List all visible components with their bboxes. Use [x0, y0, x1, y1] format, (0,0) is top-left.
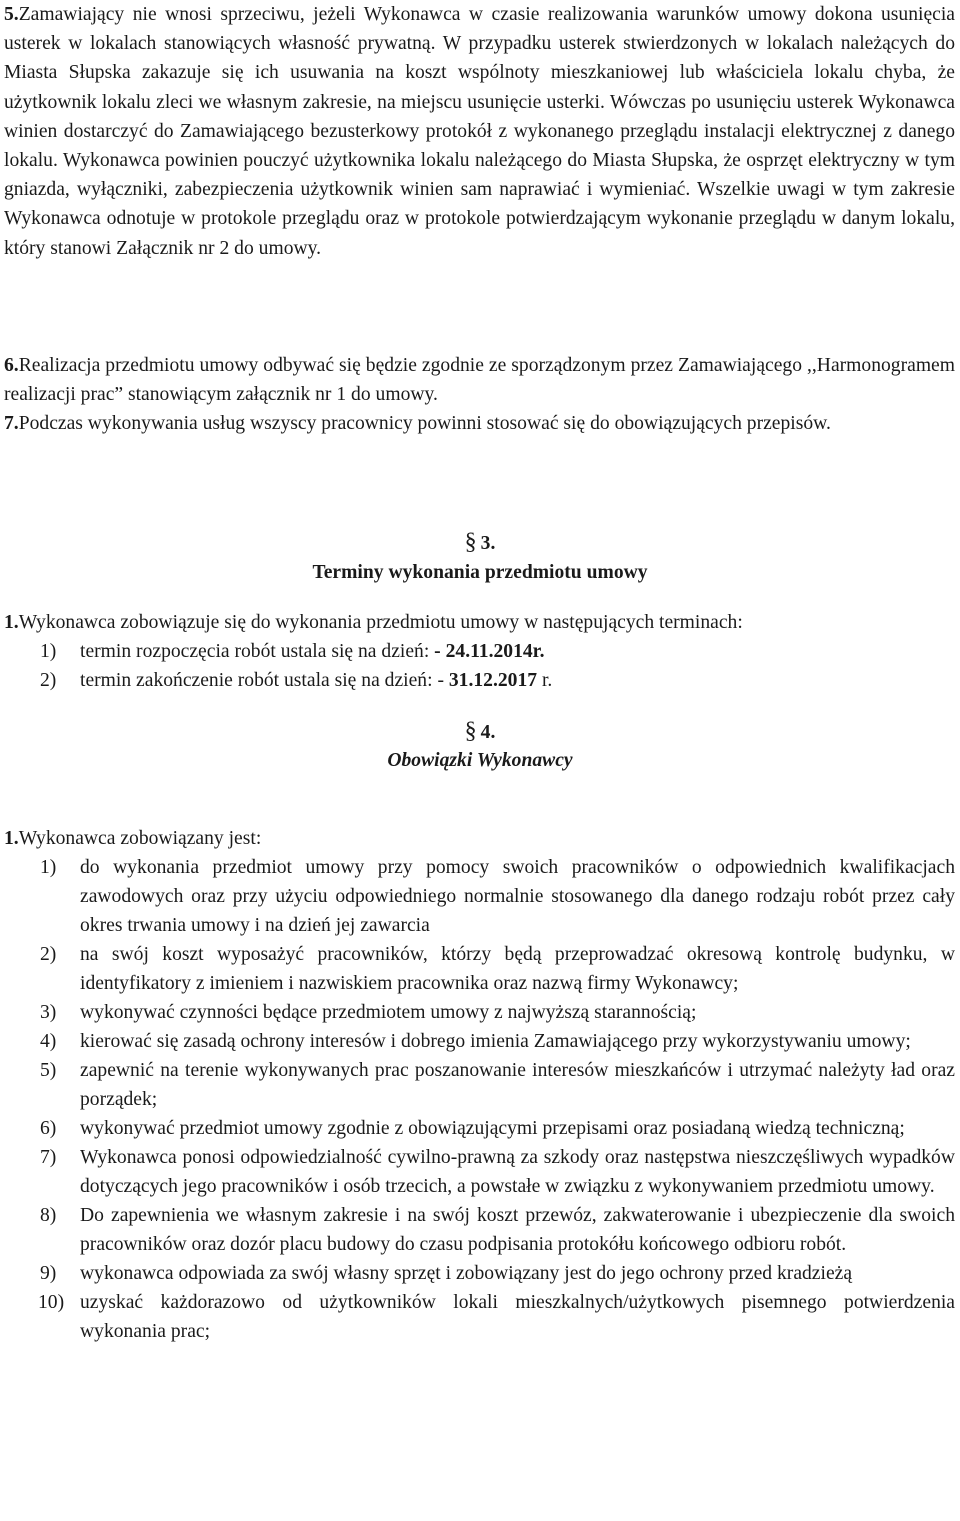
list-item: [0, 1259, 955, 1288]
section-3-list: [0, 637, 960, 695]
list-item: [0, 1027, 955, 1056]
intro-number: 1.: [4, 612, 19, 633]
list-item-text: Wykonawca ponosi odpowiedzialność cywilno-prawną za szkody oraz następstwa nieszczęśliwych wypadków dotyczących jego pracowników i osób trzecich, a powstałe w związku z wykonywaniem przedmiotu umowy.: [80, 1147, 955, 1197]
list-item-text: uzyskać każdorazowo od użytkowników lokali mieszkalnych/użytkowych pisemnego potwierdzenia wykonania prac;: [80, 1292, 955, 1342]
end-date: 31.12.2017: [448, 670, 538, 691]
list-item-number: 4): [40, 1031, 57, 1052]
paragraph-number: 6.: [4, 355, 19, 376]
intro-text: Wykonawca zobowiązany jest:: [18, 828, 262, 849]
list-item-text: wykonywać czynności będące przedmiotem umowy z najwyższą starannością;: [80, 1002, 697, 1023]
section-number: 4.: [480, 722, 496, 743]
section-number: 3.: [480, 533, 496, 554]
list-item: [0, 666, 955, 695]
list-item-text: na swój koszt wyposażyć pracowników, którzy będą przeprowadzać okresową kontrolę budynku, w identyfikatory z imieniem i nazwiskiem pracownika oraz nazwą firmy Wykonawcy;: [80, 944, 955, 994]
list-item: [0, 1288, 955, 1346]
list-item-number: 9): [40, 1263, 57, 1284]
list-item: [0, 998, 955, 1027]
list-item-tail: r.: [537, 670, 553, 691]
list-item: [0, 940, 955, 998]
list-item-number: 2): [40, 944, 57, 965]
section-sign: §: [464, 718, 477, 744]
list-item-text: wykonawca odpowiada za swój własny sprzęt i zobowiązany jest do jego ochrony przed kradzieżą: [80, 1263, 853, 1284]
list-item-text: Do zapewnienia we własnym zakresie i na swój koszt przewóz, zakwaterowanie i ubezpieczenie dla swoich pracowników oraz dozór placu budowy do czasu podpisania protokółu końcowego odbioru robót.: [80, 1205, 955, 1255]
paragraph-6: [4, 351, 955, 409]
list-item-number: 7): [40, 1147, 57, 1168]
list-item: [0, 1114, 955, 1143]
list-item-number: 1): [40, 857, 57, 878]
list-item-number: 8): [40, 1205, 57, 1226]
paragraph-number: 7.: [4, 413, 19, 434]
list-item-number: 3): [40, 1002, 57, 1023]
paragraph-number: 5.: [4, 4, 19, 25]
list-item-text: kierować się zasadą ochrony interesów i dobrego imienia Zamawiającego przy wykorzystywaniu umowy;: [80, 1031, 911, 1052]
list-item: [0, 637, 955, 666]
list-item-text: do wykonania przedmiot umowy przy pomocy swoich pracowników o odpowiednich kwalifikacjach zawodowych oraz przy użyciu odpowiedniego normalnie stosowanego dla danego rodzaju robót przez cały okres trwania umowy i na dzień jej zawarcia: [80, 857, 955, 936]
list-item: [0, 1201, 955, 1259]
section-sign: §: [464, 529, 477, 555]
list-item-text: wykonywać przedmiot umowy zgodnie z obowiązującymi przepisami oraz posiadaną wiedzą techniczną;: [80, 1118, 905, 1139]
section-3-number: [0, 528, 960, 558]
list-item-number: 10): [38, 1292, 65, 1313]
list-item: [0, 853, 955, 940]
list-item: [0, 1143, 955, 1201]
list-item: [0, 1056, 955, 1114]
paragraph-text: Podczas wykonywania usług wszyscy pracownicy powinni stosować się do obowiązujących przepisów.: [18, 413, 831, 434]
list-item-text: termin rozpoczęcia robót ustala się na dzień:: [80, 641, 435, 662]
list-item-text: zapewnić na terenie wykonywanych prac poszanowanie interesów mieszkańców i utrzymać należyty ład oraz porządek;: [80, 1060, 955, 1110]
list-item-text: termin zakończenie robót ustala się na dzień: -: [80, 670, 449, 691]
section-4-list: [0, 853, 960, 1346]
intro-text: Wykonawca zobowiązuje się do wykonania przedmiotu umowy w następujących terminach:: [18, 612, 743, 633]
intro-number: 1.: [4, 828, 19, 849]
start-date: - 24.11.2014r.: [434, 641, 545, 662]
paragraph-5: [4, 0, 955, 350]
paragraph-text: Zamawiający nie wnosi sprzeciwu, jeżeli Wykonawca w czasie realizowania warunków umowy dokona usunięcia usterek w lokalach stanowiących własność prywatną. W przypadku usterek stwierdzonych w lokalach należących do Miasta Słupska zakazuje się ich usuwania na koszt wspólnoty mieszkaniowej lub właściciela lokalu chyba, że użytkownik lokalu zleci we własnym zakresie, na miejscu usunięcie usterki. Wówczas po usunięciu usterek Wykonawca winien dostarczyć do Zamawiającego bezusterkowy protokół z wykonanego przeglądu instalacji elektrycznej z danego lokalu. Wykonawca powinien pouczyć użytkownika lokalu należącego do Miasta Słupska, że osprzęt elektryczny w tym gniazda, wyłączniki, zabezpieczenia użytkownik winien sam naprawiać i wymieniać. Wszelkie uwagi w tym zakresie Wykonawca odnotuje w protokole przeglądu oraz w protokole potwierdzającym wykonanie przeglądu w danym lokalu, który stanowi Załącznik nr 2 do umowy.: [4, 4, 955, 259]
list-item-number: 2): [40, 670, 57, 691]
section-4-intro: [4, 824, 261, 853]
paragraph-7: [4, 409, 955, 438]
list-item-number: 6): [40, 1118, 57, 1139]
section-4-title: Obowiązki Wykonawcy: [387, 750, 573, 771]
section-3-intro: [4, 608, 743, 637]
section-3-title: Terminy wykonania przedmiotu umowy: [312, 562, 648, 583]
section-4-number: [0, 717, 960, 747]
paragraph-text: Realizacja przedmiotu umowy odbywać się będzie zgodnie ze sporządzonym przez Zamawiającego ,,Harmonogramem realizacji prac” stanowiącym załącznik nr 1 do umowy.: [4, 355, 955, 406]
list-item-number: 1): [40, 641, 57, 662]
list-item-number: 5): [40, 1060, 57, 1081]
